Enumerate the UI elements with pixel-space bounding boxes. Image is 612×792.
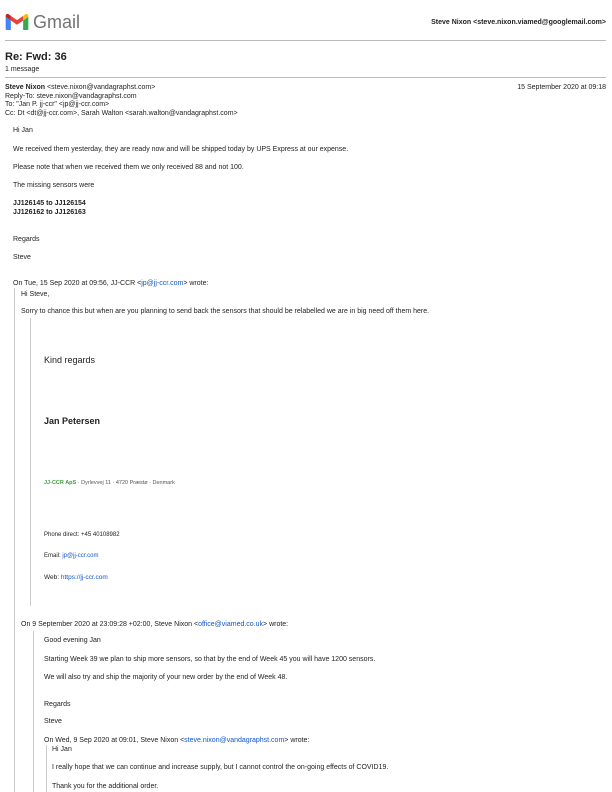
sender-name: Steve Nixon [5, 83, 46, 91]
quote-border [14, 288, 15, 792]
account-name: Steve Nixon <steve.nixon.viamed@googlemail.com> [431, 18, 606, 26]
attribution-text: > wrote: [263, 620, 289, 628]
body-line: Steve [13, 253, 31, 261]
signature-border [30, 318, 31, 606]
quote-line: I really hope that we can continue and increase supply, but I cannot control the on-going effects of COVID19. [52, 763, 389, 771]
sender-email: <steve.nixon@vandagraphst.com> [47, 83, 156, 91]
message-reply-to: Reply-To: steve.nixon@vandagraphst.com [5, 92, 137, 100]
sensor-range: JJ126162 to JJ126163 [13, 208, 86, 216]
quote-line: Starting Week 39 we plan to ship more sensors, so that by the end of Week 45 you will have 1200 sensors. [44, 655, 376, 663]
signature-email-link[interactable]: jp@jj-ccr.com [62, 553, 99, 559]
message-count: 1 message [5, 65, 40, 73]
signature-web-link[interactable]: https://jj-ccr.com [60, 574, 108, 581]
signature-email [44, 552, 98, 560]
message-cc: Cc: Dt <dt@jj-ccr.com>, Sarah Walton <sarah.walton@vandagraphst.com> [5, 109, 238, 117]
signature-address [44, 480, 175, 487]
quote-attribution [44, 736, 309, 745]
body-line: Hi Jan [13, 126, 33, 134]
quote-line: Hi Jan [52, 745, 72, 753]
gmail-logo [5, 13, 29, 30]
body-line: We received them yesterday, they are ready now and will be shipped today by UPS Express at our expense. [13, 145, 349, 153]
quote-line: Hi Steve, [21, 290, 50, 298]
quote-attribution [21, 620, 288, 629]
sender-email-link[interactable]: jp@jj-ccr.com [141, 279, 184, 287]
quote-line: Good evening Jan [44, 636, 101, 644]
quote-line: Sorry to chance this but when are you planning to send back the sensors that should be relabelled we are in big need off them here. [21, 307, 430, 315]
message-from [5, 83, 155, 92]
sender-email-link[interactable]: steve.nixon@vandagraphst.com [184, 736, 285, 744]
quote-line: Steve [44, 717, 62, 725]
signature-company: JJ-CCR ApS [44, 479, 77, 486]
subject-divider [5, 77, 606, 78]
thread-subject: Re: Fwd: 36 [5, 50, 67, 63]
quote-line: We will also try and ship the majority of your new order by the end of Week 48. [44, 673, 288, 681]
signature-phone: Phone direct: +45 40108982 [44, 532, 120, 538]
body-line: Please note that when we received them we only received 88 and not 100. [13, 163, 244, 171]
body-line: Regards [13, 235, 40, 243]
gmail-wordmark: Gmail [33, 12, 81, 32]
sender-email-link[interactable]: office@viamed.co.uk [198, 620, 264, 628]
quote-attribution [13, 279, 208, 288]
sensor-range: JJ126145 to JJ126154 [13, 199, 86, 207]
quote-line: Thank you for the additional order. [52, 782, 159, 790]
quote-border [46, 745, 47, 792]
signature-closing: Kind regards [44, 354, 96, 365]
quote-border [33, 631, 34, 792]
header-divider [5, 40, 606, 41]
attribution-text: On Wed, 9 Sep 2020 at 09:01, Steve Nixon < [44, 736, 185, 744]
message-to: To: "Jan P. jj-ccr" <jp@jj-ccr.com> [5, 100, 110, 108]
quote-line: Regards [44, 700, 71, 708]
signature-email-label: Email: [44, 553, 61, 559]
attribution-text: > wrote: [183, 279, 209, 287]
attribution-text: On Tue, 15 Sep 2020 at 09:56, JJ-CCR < [13, 279, 142, 287]
signature-address-text: · Dyrlevvej 11 · 4720 Præstø · Denmark [77, 479, 175, 486]
attribution-text: > wrote: [284, 736, 310, 744]
signature-web-label: Web: [44, 574, 60, 581]
signature-web [44, 574, 108, 582]
attribution-text: On 9 September 2020 at 23:09:28 +02:00, Steve Nixon < [21, 620, 199, 628]
message-date: 15 September 2020 at 09:18 [517, 83, 606, 91]
signature-name: Jan Petersen [44, 415, 101, 426]
gmail-m-icon [5, 13, 29, 30]
body-line: The missing sensors were [13, 181, 95, 189]
